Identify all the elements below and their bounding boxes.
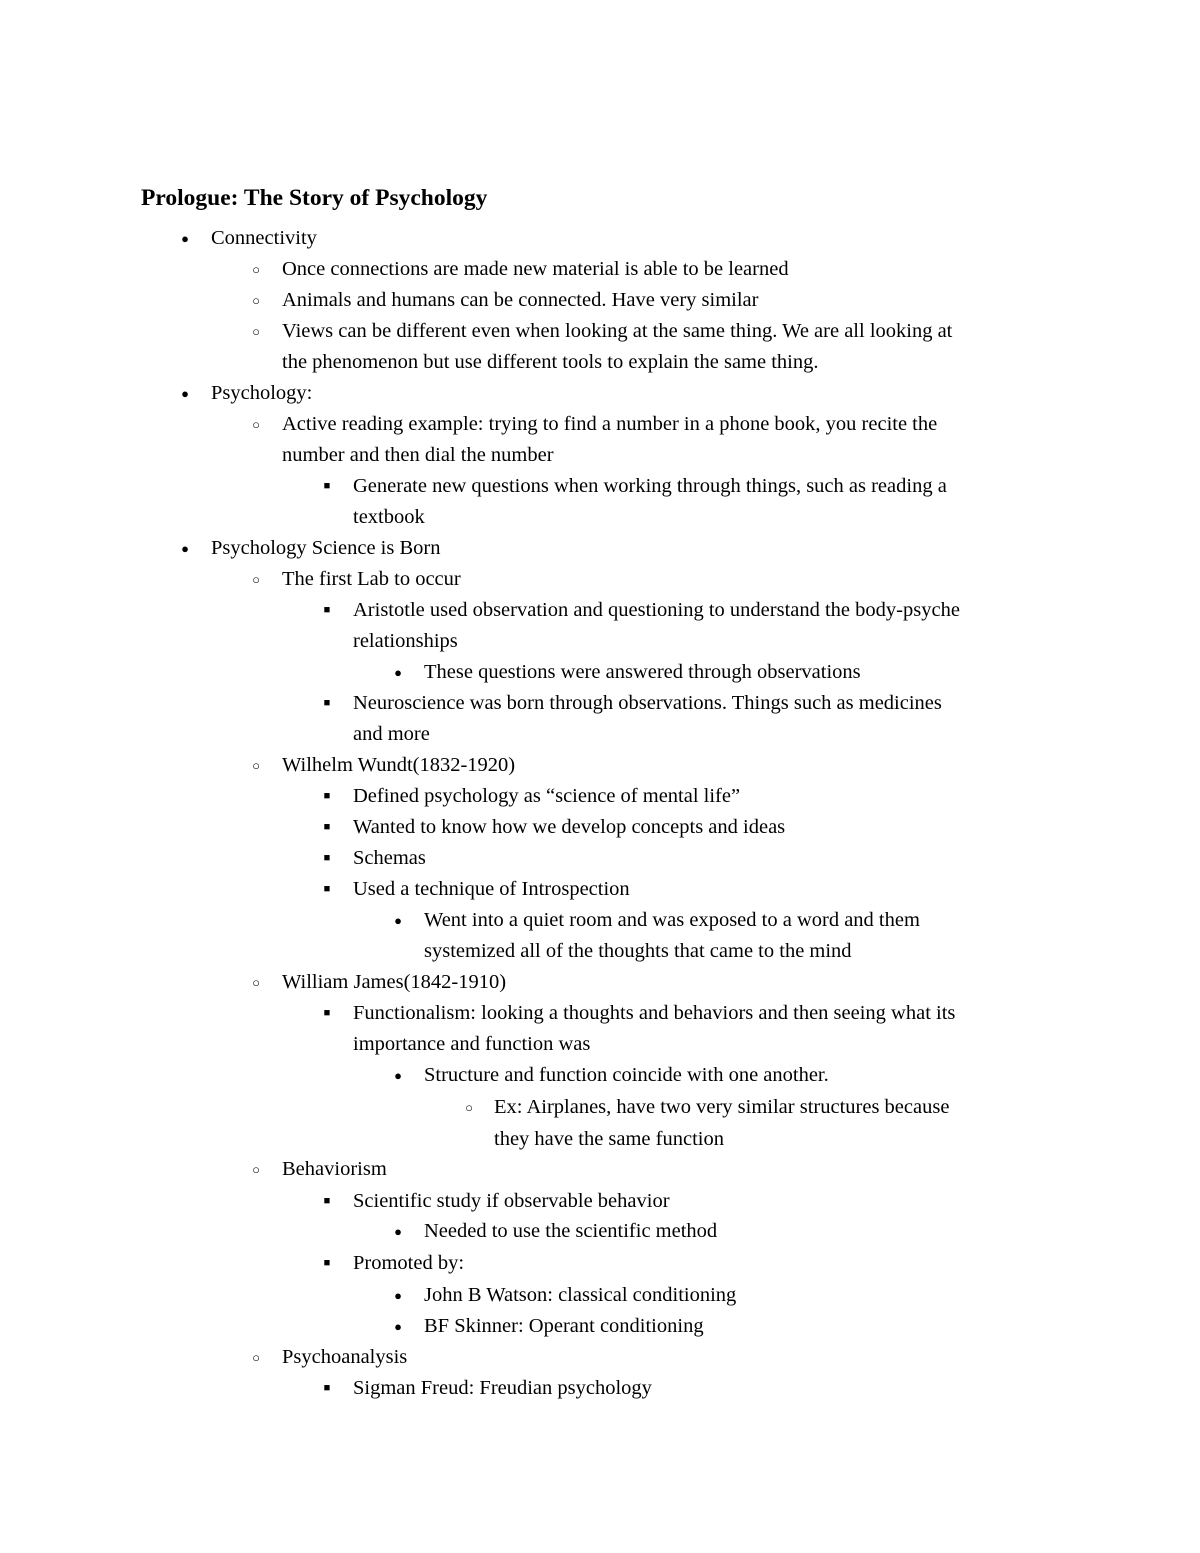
bullet-disc: ● <box>181 386 189 401</box>
bullet-square: ■ <box>323 821 331 833</box>
list-item: Aristotle used observation and questioning to understand the body-psyche <box>353 599 960 621</box>
list-item: Views can be different even when looking at the same thing. We are all looking at <box>282 320 953 342</box>
bullet-disc: ● <box>394 1068 402 1083</box>
bullet-circle: ○ <box>252 1350 260 1365</box>
list-item: Once connections are made new material is able to be learned <box>282 258 789 280</box>
bullet-disc: ● <box>181 231 189 246</box>
list-item-continuation: importance and function was <box>353 1033 591 1055</box>
list-item: Ex: Airplanes, have two very similar structures because <box>494 1096 950 1118</box>
bullet-square: ■ <box>323 480 331 492</box>
bullet-square: ■ <box>323 1382 331 1394</box>
bullet-square: ■ <box>323 1257 331 1269</box>
list-item-continuation: the phenomenon but use different tools to explain the same thing. <box>282 351 819 373</box>
bullet-square: ■ <box>323 790 331 802</box>
bullet-circle: ○ <box>252 293 260 308</box>
page-title: Prologue: The Story of Psychology <box>141 185 488 211</box>
bullet-circle: ○ <box>465 1100 473 1115</box>
list-item: Used a technique of Introspection <box>353 878 630 900</box>
list-item: Structure and function coincide with one another. <box>424 1064 829 1086</box>
list-item: BF Skinner: Operant conditioning <box>424 1315 704 1337</box>
list-item: Needed to use the scientific method <box>424 1220 718 1242</box>
list-item-science-born: Psychology Science is Born <box>211 537 441 559</box>
bullet-square: ■ <box>323 852 331 864</box>
bullet-disc: ● <box>394 1288 402 1303</box>
bullet-square: ■ <box>323 1007 331 1019</box>
list-item: Active reading example: trying to find a number in a phone book, you recite the <box>282 413 938 435</box>
list-item: Defined psychology as “science of mental life” <box>353 785 741 807</box>
bullet-disc: ● <box>394 1319 402 1334</box>
bullet-circle: ○ <box>252 572 260 587</box>
list-item: Psychoanalysis <box>282 1346 408 1368</box>
bullet-square: ■ <box>323 1195 331 1207</box>
list-item: Scientific study if observable behavior <box>353 1190 670 1212</box>
list-item: Schemas <box>353 847 426 869</box>
bullet-circle: ○ <box>252 324 260 339</box>
list-item-continuation: systemized all of the thoughts that came to the mind <box>424 940 852 962</box>
list-item-continuation: and more <box>353 723 430 745</box>
bullet-disc: ● <box>394 1224 402 1239</box>
bullet-square: ■ <box>323 883 331 895</box>
list-item: Wilhelm Wundt(1832-1920) <box>282 754 516 776</box>
bullet-disc: ● <box>394 913 402 928</box>
bullet-disc: ● <box>394 665 402 680</box>
bullet-circle: ○ <box>252 417 260 432</box>
list-item: These questions were answered through observations <box>424 661 861 683</box>
list-item: Promoted by: <box>353 1252 465 1274</box>
list-item-continuation: number and then dial the number <box>282 444 554 466</box>
list-item: Functionalism: looking a thoughts and behaviors and then seeing what its <box>353 1002 956 1024</box>
bullet-disc: ● <box>181 541 189 556</box>
list-item: The first Lab to occur <box>282 568 461 590</box>
list-item: Generate new questions when working through things, such as reading a <box>353 475 947 497</box>
list-item: John B Watson: classical conditioning <box>424 1284 737 1306</box>
list-item-connectivity: Connectivity <box>211 227 317 249</box>
list-item-continuation: they have the same function <box>494 1128 724 1150</box>
bullet-square: ■ <box>323 697 331 709</box>
list-item-psychology: Psychology: <box>211 382 313 404</box>
list-item: Went into a quiet room and was exposed to a word and them <box>424 909 920 931</box>
list-item-continuation: relationships <box>353 630 458 652</box>
list-item: Behaviorism <box>282 1158 387 1180</box>
list-item-continuation: textbook <box>353 506 425 528</box>
list-item: Wanted to know how we develop concepts and ideas <box>353 816 786 838</box>
bullet-circle: ○ <box>252 758 260 773</box>
bullet-circle: ○ <box>252 262 260 277</box>
bullet-square: ■ <box>323 604 331 616</box>
list-item: Sigman Freud: Freudian psychology <box>353 1377 652 1399</box>
bullet-circle: ○ <box>252 1162 260 1177</box>
bullet-circle: ○ <box>252 975 260 990</box>
list-item: Neuroscience was born through observations. Things such as medicines <box>353 692 942 714</box>
list-item: Animals and humans can be connected. Have very similar <box>282 289 759 311</box>
list-item: William James(1842-1910) <box>282 971 507 993</box>
